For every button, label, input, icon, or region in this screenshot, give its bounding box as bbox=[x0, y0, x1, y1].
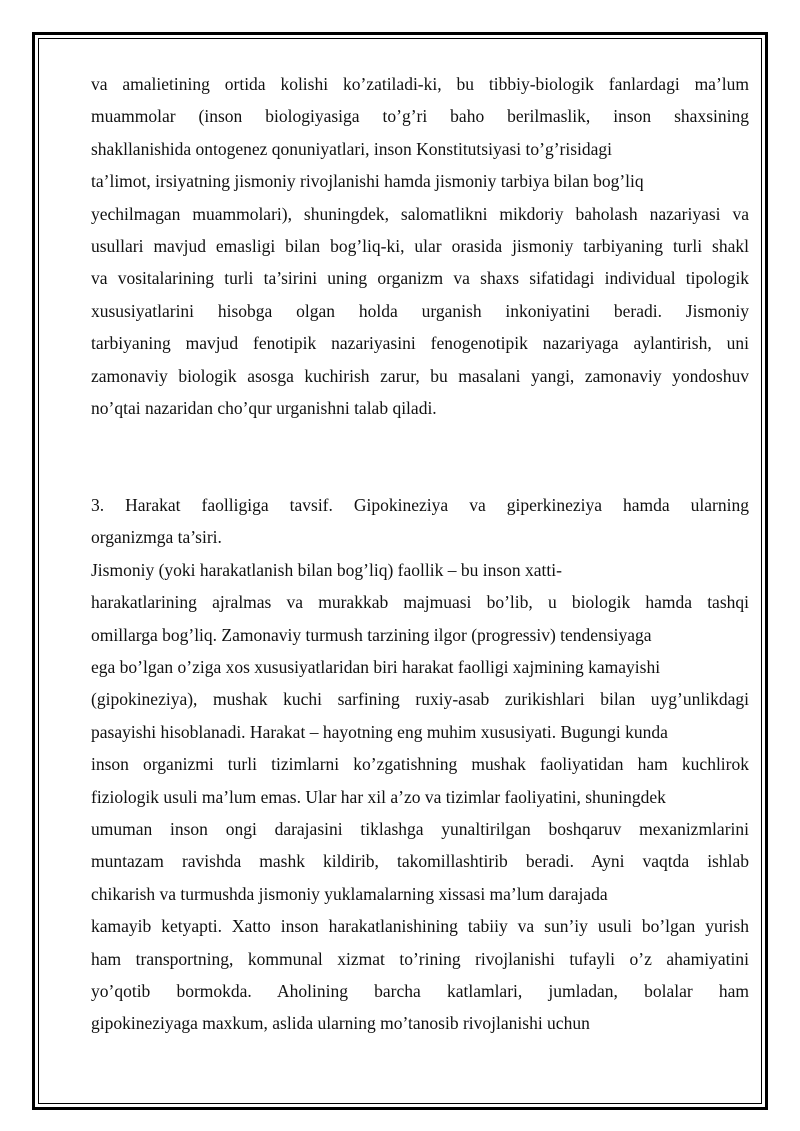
text-line: muntazam ravishda mashk kildirib, takomillashtirib beradi. Ayni vaqtda ishlab bbox=[91, 851, 749, 872]
text-line: (gipokineziya), mushak kuchi sarfining ruxiy-asab zurikishlari bilan uyg’unlikdagi bbox=[91, 689, 749, 710]
text-line: usullari mavjud emasligi bilan bog’liq-ki, ular orasida jismoniy tarbiyaning turli shakl bbox=[91, 235, 749, 256]
text-line: ega bo’lgan o’ziga xos xususiyatlaridan biri harakat faolligi xajmining kamayishi bbox=[91, 657, 661, 678]
paragraph-2 bbox=[91, 554, 749, 1040]
text-line: kamayib ketyapti. Xatto inson harakatlanishining tabiiy va sun’iy usuli bo’lgan yurish bbox=[91, 916, 749, 937]
heading-line: organizmga ta’siri. bbox=[91, 527, 222, 548]
text-line: yo’qotib bormokda. Aholining barcha katlamlari, jumladan, bolalar ham bbox=[91, 980, 749, 1001]
text-line: harakatlarining ajralmas va murakkab majmuasi bo’lib, u biologik hamda tashqi bbox=[91, 592, 749, 613]
text-line: chikarish va turmushda jismoniy yuklamalarning xissasi ma’lum darajada bbox=[91, 883, 608, 904]
text-line: fiziologik usuli ma’lum emas. Ular har xil a’zo va tizimlar faoliyatini, shuningdek bbox=[91, 786, 666, 807]
text-line: Jismoniy (yoki harakatlanish bilan bog’liq) faollik – bu inson xatti- bbox=[91, 559, 562, 580]
section-spacer bbox=[91, 424, 749, 489]
text-line: tarbiyaning mavjud fenotipik nazariyasini fenogenotipik nazariyaga aylantirish, uni bbox=[91, 333, 749, 354]
text-line: pasayishi hisoblanadi. Harakat – hayotning eng muhim xususiyati. Bugungi kunda bbox=[91, 721, 668, 742]
text-line: zamonaviy biologik asosga kuchirish zarur, bu masalani yangi, zamonaviy yondoshuv bbox=[91, 365, 749, 386]
text-line: no’qtai nazaridan cho’qur urganishni talab qiladi. bbox=[91, 397, 437, 418]
text-line: umuman inson ongi darajasini tiklashga yunaltirilgan boshqaruv mexanizmlarini bbox=[91, 819, 749, 839]
text-line: shakllanishida ontogenez qonuniyatlari, inson Konstitutsiyasi to’g’risidagi bbox=[91, 138, 613, 159]
heading-line: 3. Harakat faolligiga tavsif. Gipokineziya va giperkineziya hamda ularning bbox=[91, 495, 749, 516]
document-body bbox=[91, 68, 749, 1040]
paragraph-1 bbox=[91, 68, 749, 424]
text-line: gipokineziyaga maxkum, aslida ularning mo’tanosib rivojlanishi uchun bbox=[91, 1013, 590, 1034]
section-heading bbox=[91, 489, 749, 554]
text-line: ham transportning, kommunal xizmat to’rining rivojlanishi tufayli o’z ahamiyatini bbox=[91, 948, 749, 969]
text-line: omillarga bog’liq. Zamonaviy turmush tarzining ilgor (progressiv) tendensiyaga bbox=[91, 624, 652, 645]
text-line: va vositalarining turli ta’sirini uning organizm va shaxs sifatidagi individual tipologik bbox=[91, 268, 749, 289]
text-line: xususiyatlarini hisobga olgan holda urganish inkoniyatini beradi. Jismoniy bbox=[91, 300, 749, 321]
text-line: inson organizmi turli tizimlarni ko’zgatishning mushak faoliyatidan ham kuchlirok bbox=[91, 754, 749, 775]
text-line: muammolar (inson biologiyasiga to’g’ri baho berilmaslik, inson shaxsining bbox=[91, 106, 749, 127]
text-line: yechilmagan muammolari), shuningdek, salomatlikni mikdoriy baholash nazariyasi va bbox=[91, 203, 749, 224]
text-line: va amalietining ortida kolishi ko’zatiladi-ki, bu tibbiy-biologik fanlardagi ma’lum bbox=[91, 74, 749, 94]
text-line: ta’limot, irsiyatning jismoniy rivojlanishi hamda jismoniy tarbiya bilan bog’liq bbox=[91, 171, 644, 192]
